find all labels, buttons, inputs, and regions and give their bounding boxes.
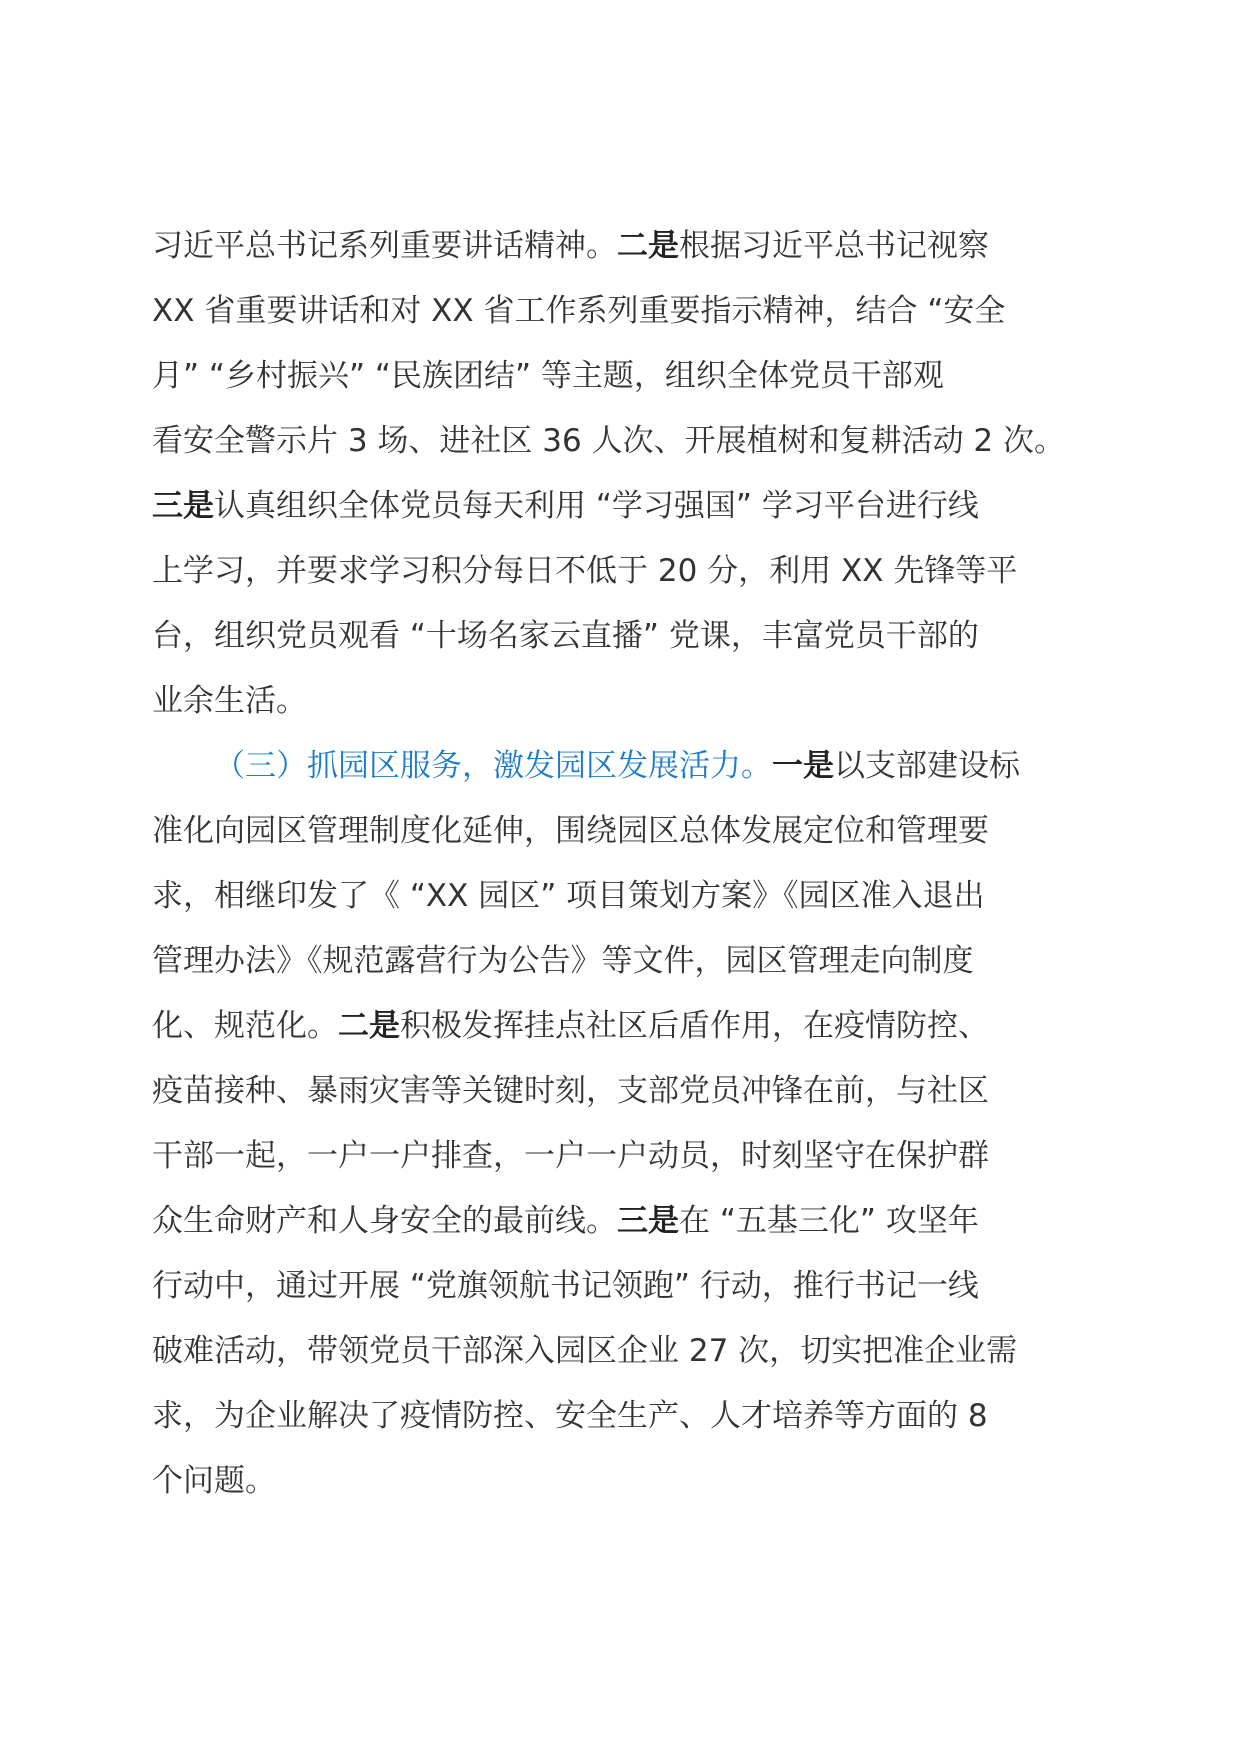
text-line [152,214,1092,279]
text-line: 准化向园区管理制度化延伸，围绕园区总体发展定位和管理要 [152,813,989,849]
text-line: 疫苗接种、暴雨灾害等关键时刻，支部党员冲锋在前，与社区 [152,1073,989,1109]
text-line: 管理办法》《规范露营行为公告》等文件，园区管理走向制度 [152,943,974,979]
text-run: 以支部建设标 [834,748,1020,784]
text-line [152,994,1092,1059]
body-text [152,214,1092,1514]
text-line: XX 省重要讲话和对 XX 省工作系列重要指示精神，结合 “安全 [152,293,1006,329]
text-line: 台，组织党员观看 “十场名家云直播” 党课，丰富党员干部的 [152,618,979,654]
text-run: 在 “五基三化” 攻坚年 [679,1203,979,1239]
bold-marker: 三是 [152,488,214,524]
text-run: 积极发挥挂点社区后盾作用，在疫情防控、 [400,1008,989,1044]
text-line: 业余生活。 [152,683,307,719]
text-line: 看安全警示片 3 场、进社区 36 人次、开展植树和复耕活动 2 次。 [152,423,1066,459]
text-line: 求，相继印发了《 “XX 园区” 项目策划方案》《园区准入退出 [152,878,985,914]
text-line: 个问题。 [152,1463,276,1499]
text-run: 根据习近平总书记视察 [679,228,989,264]
bold-marker: 一是 [772,748,834,784]
text-run: 众生命财产和人身安全的最前线。 [152,1203,617,1239]
bold-marker: 二是 [338,1008,400,1044]
text-run: 习近平总书记系列重要讲话精神。 [152,228,617,264]
text-line: 月” “乡村振兴” “民族团结” 等主题，组织全体党员干部观 [152,358,944,394]
bold-marker: 三是 [617,1203,679,1239]
section-heading: （三）抓园区服务，激发园区发展活力。 [214,748,772,784]
text-line [152,1189,1092,1254]
text-line: 上学习，并要求学习积分每日不低于 20 分，利用 XX 先锋等平 [152,553,1018,589]
text-line: 求，为企业解决了疫情防控、安全生产、人才培养等方面的 8 [152,1398,988,1434]
text-line: 行动中，通过开展 “党旗领航书记领跑” 行动，推行书记一线 [152,1268,979,1304]
text-run: 化、规范化。 [152,1008,338,1044]
bold-marker: 二是 [617,228,679,264]
text-line: 干部一起，一户一户排查，一户一户动员，时刻坚守在保护群 [152,1138,989,1174]
text-line [152,474,1092,539]
text-run: 认真组织全体党员每天利用 “学习强国” 学习平台进行线 [214,488,979,524]
text-line [152,734,1092,799]
text-line: 破难活动，带领党员干部深入园区企业 27 次，切实把准企业需 [152,1333,1018,1369]
